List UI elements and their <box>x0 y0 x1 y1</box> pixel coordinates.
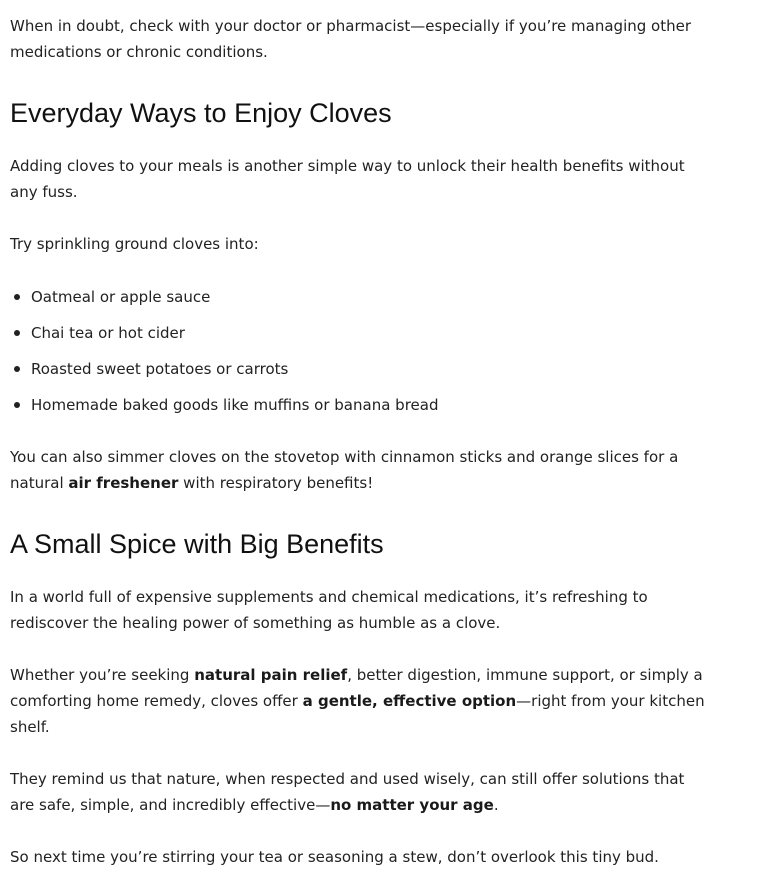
list-item: Homemade baked goods like muffins or banana bread <box>10 392 710 428</box>
bold-air-freshener: air freshener <box>68 474 179 492</box>
section-heading-everyday-ways: Everyday Ways to Enjoy Cloves <box>10 98 392 128</box>
intro-paragraph: When in doubt, check with your doctor or pharmacist—especially if you’re managing other medications or chronic conditions. <box>10 17 691 61</box>
list-item: Chai tea or hot cider <box>10 320 710 356</box>
section-heading-small-spice: A Small Spice with Big Benefits <box>10 529 384 559</box>
bullet-icon <box>14 294 20 300</box>
bullet-icon <box>14 330 20 336</box>
bold-no-matter-age: no matter your age <box>330 796 494 814</box>
clove-uses-list <box>10 284 710 428</box>
bold-natural-pain-relief: natural pain relief <box>194 666 348 684</box>
paragraph-try-sprinkling: Try sprinkling ground cloves into: <box>10 235 259 253</box>
paragraph-whether-seeking: Whether you’re seeking natural pain relief, better digestion, immune support, or simply a comforting home remedy, cloves offer a gentle, effective option—right from your kitchen shelf. <box>10 666 705 736</box>
list-item: Roasted sweet potatoes or carrots <box>10 356 710 392</box>
paragraph-air-freshener: You can also simmer cloves on the stovetop with cinnamon sticks and orange slices for a natural air freshener with respiratory benefits! <box>10 448 679 492</box>
paragraph-world-full: In a world full of expensive supplements and chemical medications, it’s refreshing to rediscover the healing power of something as humble as a clove. <box>10 588 648 632</box>
bullet-icon <box>14 402 20 408</box>
bold-gentle-effective-option: a gentle, effective option <box>302 692 517 710</box>
paragraph-nature-remind: They remind us that nature, when respected and used wisely, can still offer solutions that are safe, simple, and incredibly effective—no matter your age. <box>10 770 685 814</box>
bullet-icon <box>14 366 20 372</box>
paragraph-adding-cloves: Adding cloves to your meals is another simple way to unlock their health benefits without any fuss. <box>10 157 685 201</box>
paragraph-next-time: So next time you’re stirring your tea or seasoning a stew, don’t overlook this tiny bud. <box>10 848 659 866</box>
list-item: Oatmeal or apple sauce <box>10 284 710 320</box>
